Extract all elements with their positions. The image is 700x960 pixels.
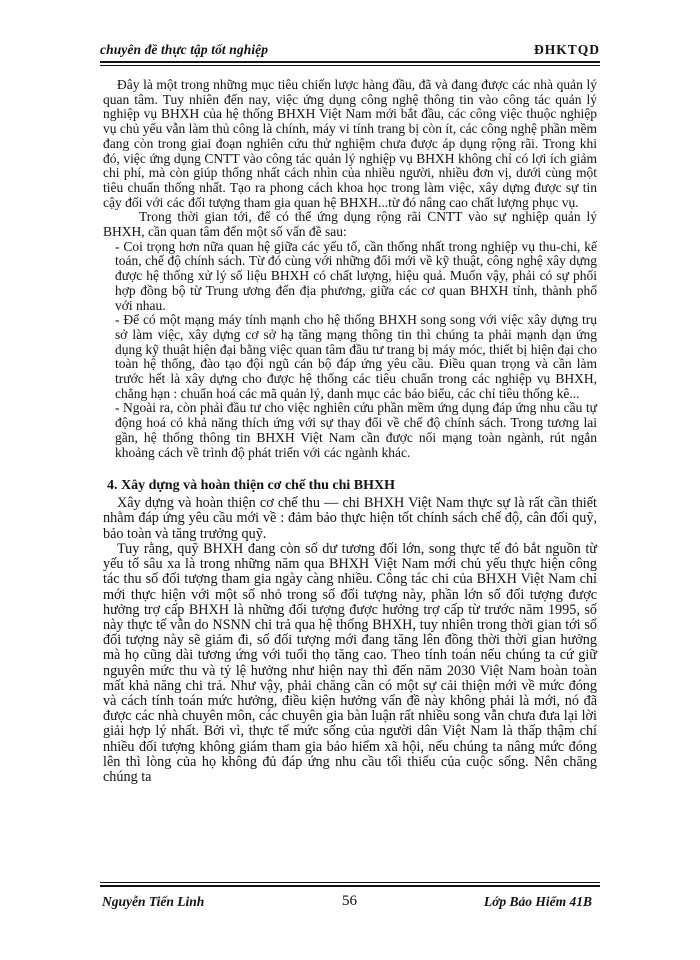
page-number: 56 (342, 893, 357, 909)
footer-rule-thin (100, 882, 600, 883)
paragraph: Đây là một trong những mục tiêu chiến lược hàng đầu, đã và đang được các nhà quản lý quan tâm. Tuy nhiên đến nay, việc ứng dụng công nghệ thông tin vào công tác quản lý nghiệp vụ BHXH của hệ thống BHXH Việt Nam mới bắt đầu, các công việc thuộc nghiệp vụ chủ yếu vẫn làm thủ công là chính, máy vi tính trang bị còn ít, các công nghệ phần mềm đang còn trong giai đoạn nghiên cứu thử nghiệm chưa được áp dụng rộng rãi. Trong khi đó, việc ứng dụng CNTT vào công tác quản lý nghiệp vụ BHXH không chỉ có lợi ích giảm chi phí, mà còn giúp thống nhất cách nhìn của nhiều người, nhiều đơn vị, dưới cùng một tiêu chuẩn thống nhất. Tạo ra phong cách khoa học trong làm việc, xây dựng được sự tin cậy đối với các đối tượng tham gia quan hệ BHXH...từ đó nâng cao chất lượng phục vụ. (103, 77, 597, 210)
header-university: ĐHKTQD (533, 42, 600, 57)
header-rule-thick (100, 61, 600, 63)
header-rule-thin (100, 65, 600, 66)
footer-class: Lớp Bảo Hiểm 41B (483, 894, 592, 909)
bullet-item: - Để có một mạng máy tính mạnh cho hệ thống BHXH song song với việc xây dựng trụ sở làm việc, xây dựng cơ sở hạ tầng mạng thông tin thì chúng ta phải mạnh dạn ứng dụng kỹ thuật hiện đại bằng việc quan tâm đầu tư trang bị máy móc, thiết bị hiện đại cho toàn hệ thống, đào tạo đội ngũ cán bộ đáp ứng yêu cầu. Điều quan trọng và cần làm trước hết là xây dựng cho được hệ thống các tiêu chuẩn trong các nghiệp vụ BHXH, chẳng hạn : chuẩn hoá các mã quản lý, danh mục các báo biểu, các chỉ tiêu thống kê... (115, 312, 597, 401)
footer-rule-thick (100, 885, 600, 887)
page-body (103, 78, 597, 785)
section-heading: 4. Xây dựng và hoàn thiện cơ chế thu chi BHXH (107, 478, 396, 494)
bullet-item: - Coi trọng hơn nữa quan hệ giữa các yếu tố, cần thống nhất trong nghiệp vụ thu-chi, kế toán, chế độ chính sách. Từ đó cùng với những đổi mới về kỹ thuật, công nghệ xây dựng được hệ thống xử lý số liệu BHXH có chất lượng, hiệu quả. Muốn vậy, phải có sự phối hợp đồng bộ từ Trung ương đến địa phương, giữa các cơ quan BHXH tỉnh, thành phố với nhau. (115, 238, 597, 313)
page-header (100, 38, 600, 68)
header-title: chuyên đề thực tập tốt nghiệp (100, 42, 269, 57)
page-footer (100, 882, 600, 912)
paragraph: Trong thời gian tới, để có thể ứng dụng rộng rãi CNTT vào sự nghiệp quản lý BHXH, cần quan tâm đến một số vấn đề sau: (103, 209, 597, 240)
footer-author: Nguyễn Tiến Linh (102, 894, 205, 909)
bullet-item: - Ngoài ra, còn phải đầu tư cho việc nghiên cứu phần mềm ứng dụng đáp ứng nhu cầu tự động hoá có khả năng thích ứng với sự thay đổi về chế độ chính sách. Trong tương lai gần, hệ thống thông tin BHXH Việt Nam cần được nối mạng toàn ngành, rút ngắn khoảng cách về trình độ phát triển với các ngành khác. (115, 400, 597, 460)
paragraph: Xây dựng và hoàn thiện cơ chế thu — chi BHXH Việt Nam thực sự là rất cần thiết nhằm đáp ứng yêu cầu mới về : đảm bảo thực hiện tốt chính sách chế độ, cân đối quỹ, bảo toàn và tăng trưởng quỹ. (103, 495, 597, 542)
paragraph: Tuy rằng, quỹ BHXH đang còn số dư tương đối lớn, song thực tế đó bắt nguồn từ yếu tố sâu xa là trong những năm qua BHXH Việt Nam mới chủ yếu thực hiện công tác thu số đối tượng tham gia ngày càng nhiều. Công tác chi của BHXH Việt Nam chỉ mới thực hiện với một số nhỏ trong số đối tượng này, phần lớn số đối tượng được hưởng trợ cấp BHXH là những đối tượng được hưởng trợ cấp từ trước năm 1995, số này thực tế vẫn do NSNN chi trả qua hệ thống BHXH, tuy nhiên trong thời gian tới số đối tượng này sẽ giảm đi, số đối tượng mới đang tăng lên đồng thời thời gian hưởng mà họ cũng dài tương ứng với tuổi thọ tăng cao. Theo tính toán nếu chúng ta cứ giữ nguyên mức thu và tỷ lệ hưởng như hiện nay thì đến năm 2030 Việt Nam hoàn toàn mất khả năng chi trả. Như vậy, phải chăng cần có một sự cải thiện mới về mức đóng và cách tính toán mức hưởng, điều kiện hưởng vấn đề này không phải là mới, nó đã được các nhà chuyên môn, các chuyên gia bàn luận rất nhiều song vẫn chưa đưa lại lời giải hợp lý nhất. Bởi vì, thực tế mức sống của người dân Việt Nam là thấp thậm chí nhiều đối tượng không giám tham gia bảo hiểm xã hội, nếu chúng ta nâng mức đóng lên thì lòng của họ không đủ đáp ứng nhu cầu tối thiểu của cuộc sống. Nên chăng chúng ta (103, 540, 597, 785)
